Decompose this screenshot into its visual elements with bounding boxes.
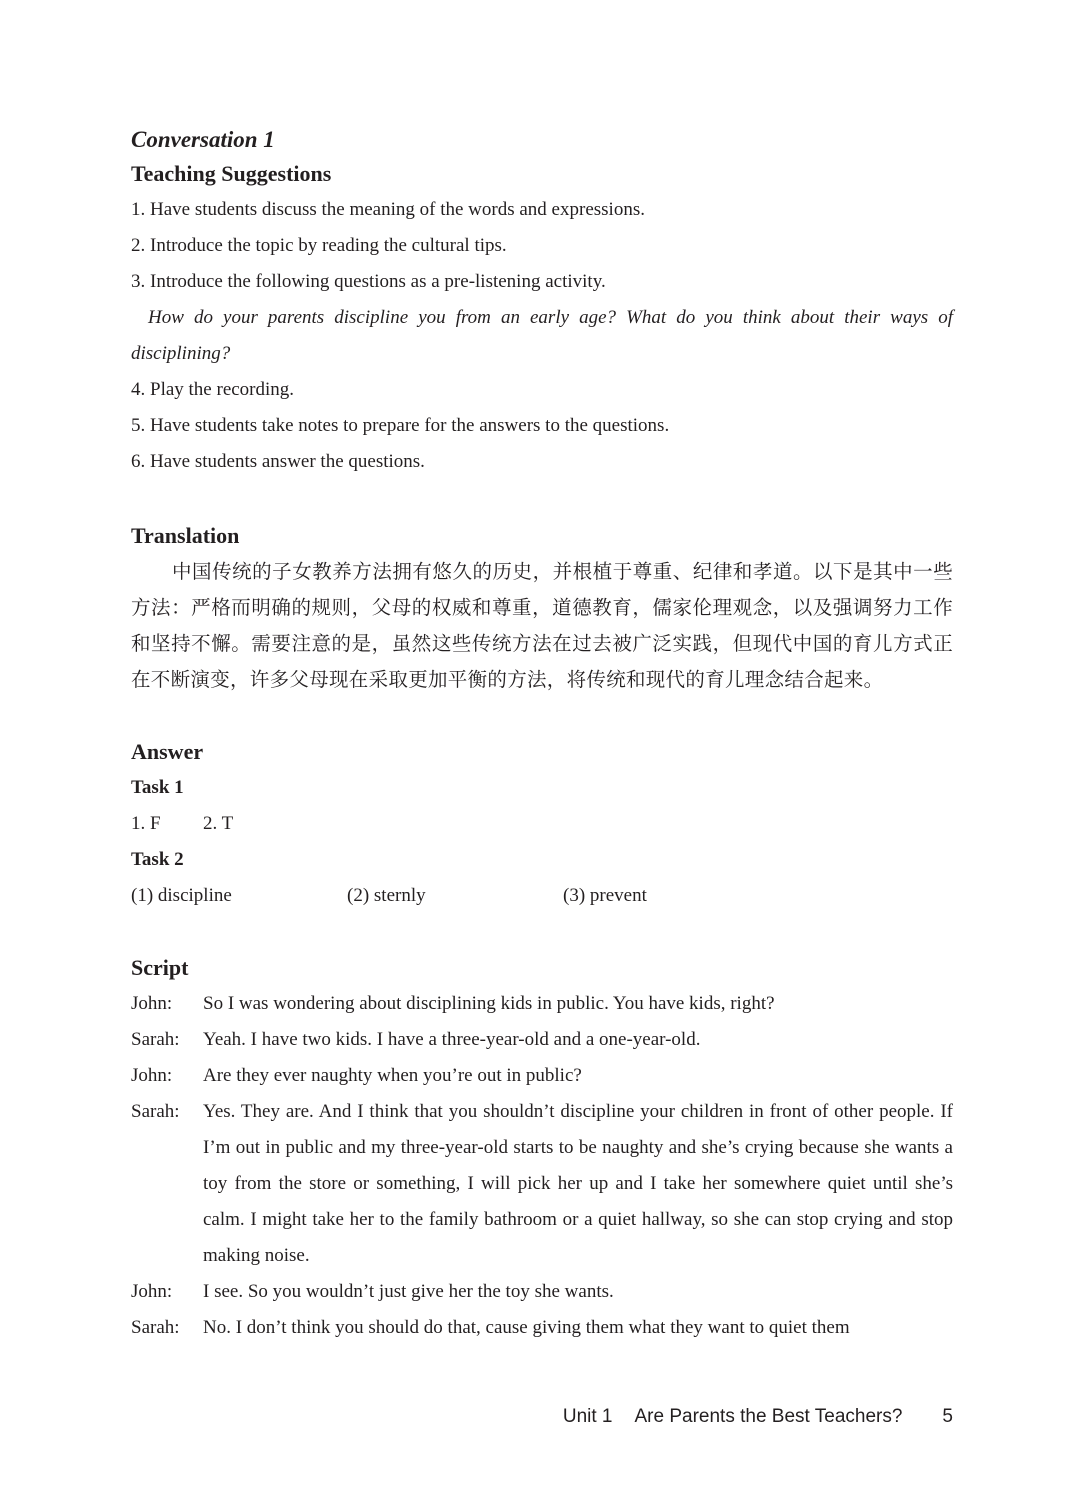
page-footer	[545, 1403, 953, 1431]
translation-heading: Translation	[131, 523, 240, 548]
task1-answer: 2. T	[203, 813, 234, 834]
task1-answers	[131, 806, 953, 842]
teaching-item: 3. Introduce the following questions as a pre-listening activity.	[131, 271, 606, 292]
speaker-name: John:	[131, 1281, 173, 1302]
teaching-item: 2. Introduce the topic by reading the cultural tips.	[131, 235, 507, 256]
speaker-name: Sarah:	[131, 1101, 180, 1122]
spacer	[131, 480, 953, 518]
task2-answer: (1) discipline	[131, 885, 232, 906]
answer-section	[131, 734, 953, 914]
utterance: So I was wondering about disciplining kids in public. You have kids, right?	[203, 993, 775, 1014]
conversation-title: Conversation 1	[131, 127, 275, 152]
task2-label: Task 2	[131, 849, 184, 870]
task2-answer: (2) sternly	[347, 885, 426, 906]
script-line	[131, 1022, 953, 1058]
script-line	[131, 1310, 953, 1346]
task2-answer: (3) prevent	[563, 885, 647, 906]
script-heading: Script	[131, 955, 189, 980]
footer-unit-title: Are Parents the Best Teachers?	[634, 1406, 903, 1427]
speaker-name: Sarah:	[131, 1029, 180, 1050]
answer-heading: Answer	[131, 739, 204, 764]
teaching-suggestions-heading: Teaching Suggestions	[131, 161, 332, 186]
utterance: I see. So you wouldn’t just give her the toy she wants.	[203, 1281, 614, 1302]
utterance: Yeah. I have two kids. I have a three-year-old and a one-year-old.	[203, 1029, 701, 1050]
script-line	[131, 1094, 953, 1274]
teaching-item: 6. Have students answer the questions.	[131, 451, 425, 472]
task1-answer: 1. F	[131, 813, 161, 834]
page-content	[131, 124, 953, 1346]
script-section	[131, 950, 953, 1346]
script-line	[131, 986, 953, 1022]
teaching-suggestions-section	[131, 156, 953, 480]
script-line	[131, 1058, 953, 1094]
teaching-item: 5. Have students take notes to prepare for the answers to the questions.	[131, 415, 670, 436]
pre-listening-questions: How do your parents discipline you from an early age? What do you think about their ways of disciplining?	[131, 307, 953, 364]
utterance: No. I don’t think you should do that, cause giving them what they want to quiet them	[203, 1317, 850, 1338]
page-number: 5	[942, 1406, 953, 1427]
task2-answers	[131, 878, 953, 914]
teaching-item: 1. Have students discuss the meaning of the words and expressions.	[131, 199, 645, 220]
script-line	[131, 1274, 953, 1310]
speaker-name: Sarah:	[131, 1317, 180, 1338]
spacer	[131, 698, 953, 734]
footer-unit: Unit 1	[562, 1406, 613, 1427]
spacer	[131, 914, 953, 950]
translation-text: 中国传统的子女教养方法拥有悠久的历史，并根植于尊重、纪律和孝道。以下是其中一些方法：严格而明确的规则，父母的权威和尊重，道德教育，儒家伦理观念，以及强调努力工作和坚持不懈。需要注意的是，虽然这些传统方法在过去被广泛实践，但现代中国的育儿方式正在不断演变，许多父母现在采取更加平衡的方法，将传统和现代的育儿理念结合起来。	[131, 560, 953, 691]
translation-section	[131, 518, 953, 698]
task1-label: Task 1	[131, 777, 184, 798]
utterance: Are they ever naughty when you’re out in public?	[203, 1065, 582, 1086]
speaker-name: John:	[131, 1065, 173, 1086]
speaker-name: John:	[131, 993, 173, 1014]
utterance: Yes. They are. And I think that you shouldn’t discipline your children in front of other people. If I’m out in public and my three-year-old starts to be naughty and she’s crying because she wants a toy from the store or something, I will pick her up and I take her somewhere quiet until she’s calm. I might take her to the family bathroom or a quiet hallway, so she can stop crying and stop making noise.	[203, 1101, 953, 1266]
teaching-item: 4. Play the recording.	[131, 379, 295, 400]
